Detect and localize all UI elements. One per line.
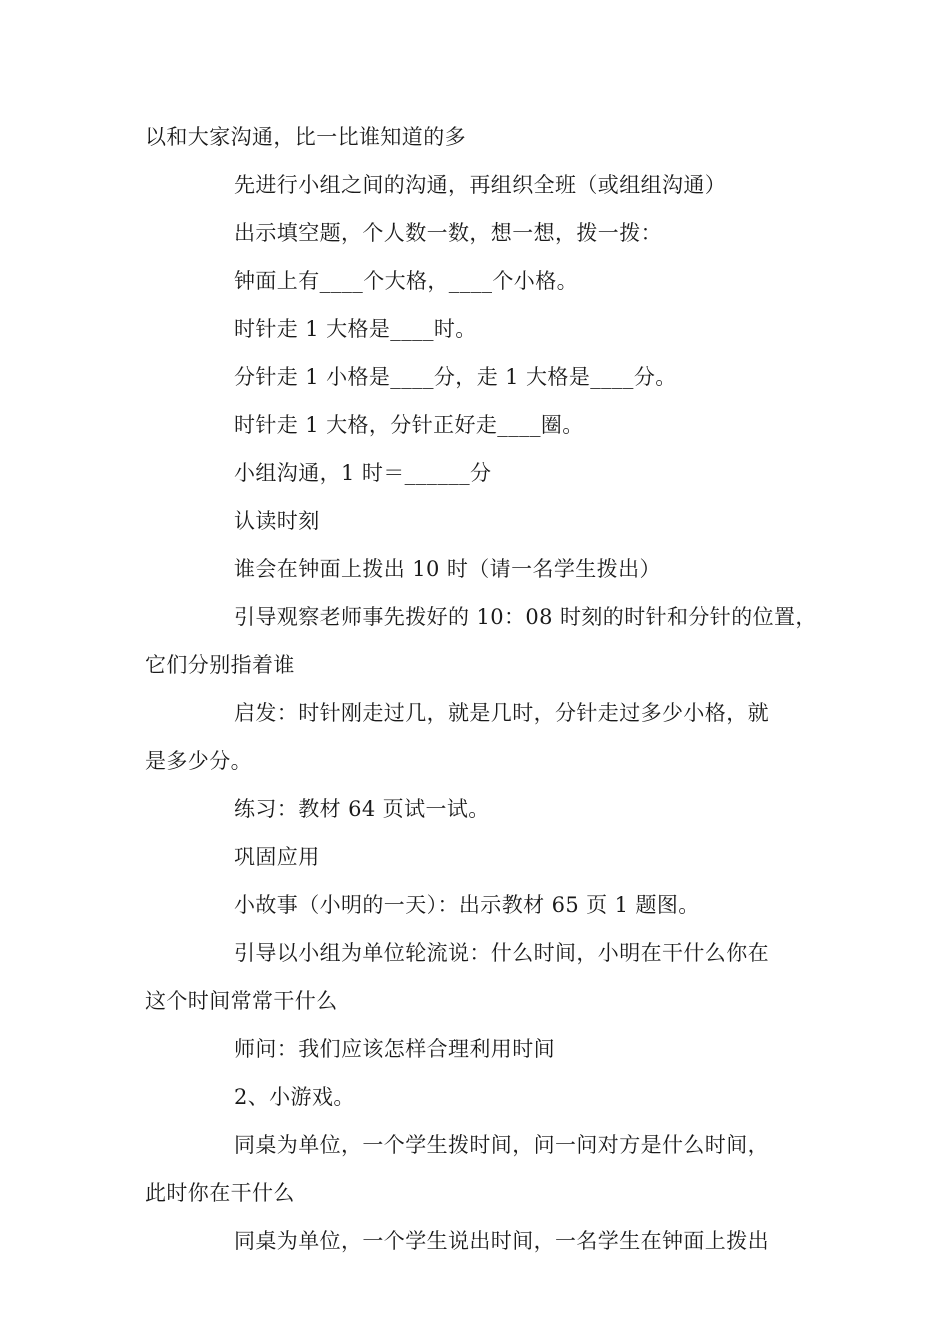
fill-blank-2: 时针走 1 大格是____时。 (234, 317, 477, 341)
fill-blank-3: 分针走 1 小格是____分，走 1 大格是____分。 (234, 365, 677, 389)
paragraph-1: 以和大家沟通，比一比谁知道的多 (145, 125, 466, 149)
fill-blank-1: 钟面上有____个大格，____个小格。 (234, 269, 578, 293)
paragraph-13: 练习：教材 64 页试一试。 (234, 797, 490, 821)
fill-blank-4: 时针走 1 大格，分针正好走____圈。 (234, 413, 584, 437)
paragraph-16 (145, 929, 825, 1025)
section-heading-consolidation: 巩固应用 (234, 845, 320, 869)
paragraph-20: 同桌为单位，一个学生说出时间，一名学生在钟面上拨出 (234, 1229, 769, 1253)
paragraph-15: 小故事（小明的一天）：出示教材 65 页 1 题图。 (234, 893, 700, 917)
paragraph-19-line-1: 同桌为单位，一个学生拨时间，问一问对方是什么时间， (234, 1133, 769, 1157)
paragraph-11-line-2: 它们分别指着谁 (145, 653, 295, 677)
fill-blank-5: 小组沟通，1 时＝______分 (234, 461, 492, 485)
paragraph-12 (145, 689, 825, 785)
paragraph-18: 2、小游戏。 (234, 1085, 355, 1109)
paragraph-12-line-1: 启发：时针刚走过几，就是几时，分针走过多少小格，就 (234, 701, 769, 725)
paragraph-11-line-1: 引导观察老师事先拨好的 10：08 时刻的时针和分针的位置， (234, 605, 817, 629)
paragraph-11 (145, 593, 825, 689)
paragraph-19-line-2: 此时你在干什么 (145, 1181, 295, 1205)
paragraph-16-line-1: 引导以小组为单位轮流说：什么时间，小明在干什么你在 (234, 941, 769, 965)
paragraph-10: 谁会在钟面上拨出 10 时（请一名学生拨出） (234, 557, 661, 581)
section-heading-reading-time: 认读时刻 (234, 509, 320, 533)
paragraph-12-line-2: 是多少分。 (145, 749, 252, 773)
paragraph-2: 先进行小组之间的沟通，再组织全班（或组组沟通） (234, 173, 727, 197)
paragraph-17: 师问：我们应该怎样合理利用时间 (234, 1037, 555, 1061)
document-body (145, 113, 825, 1265)
paragraph-16-line-2: 这个时间常常干什么 (145, 989, 338, 1013)
paragraph-19 (145, 1121, 825, 1217)
paragraph-3: 出示填空题，个人数一数，想一想，拨一拨： (234, 221, 662, 245)
